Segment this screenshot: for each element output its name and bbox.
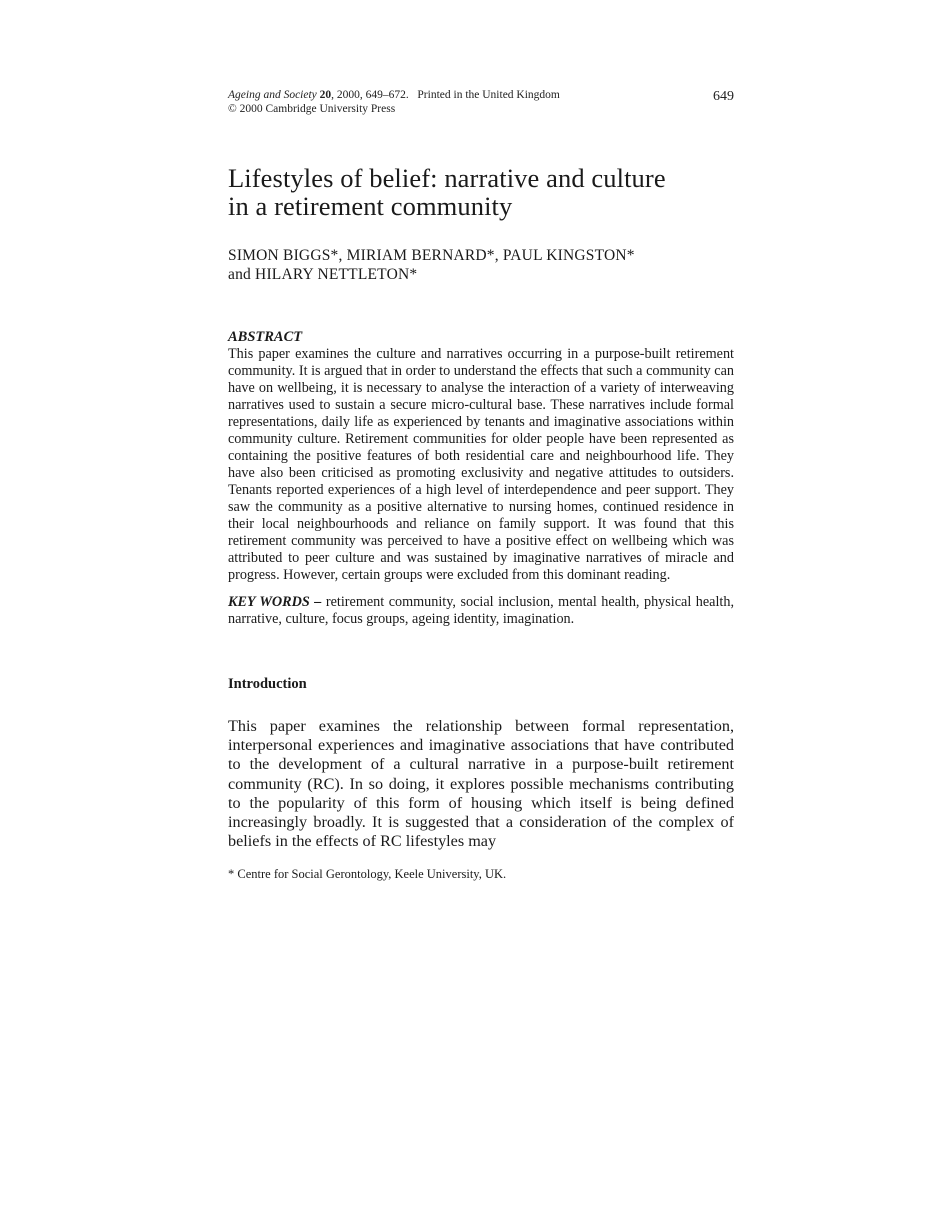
title-line-1: Lifestyles of belief: narrative and culture	[228, 163, 666, 193]
journal-name: Ageing and Society	[228, 89, 317, 101]
title-line-2: in a retirement community	[228, 191, 513, 221]
copyright-line: © 2000 Cambridge University Press	[228, 103, 396, 115]
abstract-heading: ABSTRACT	[228, 329, 303, 345]
journal-citation: , 2000, 649–672.	[331, 89, 409, 101]
introduction-heading: Introduction	[228, 676, 307, 692]
affiliation-footnote: * Centre for Social Gerontology, Keele University, UK.	[228, 867, 507, 882]
running-head	[228, 88, 734, 116]
author-list	[228, 246, 734, 284]
paper-page	[228, 88, 734, 882]
journal-volume: 20	[319, 89, 332, 101]
keywords	[228, 594, 734, 628]
abstract-text: This paper examines the culture and narratives occurring in a purpose-built retirement community. It is argued that in order to understand the effects that such a community can have on wellbeing, it is necessary to analyse the interaction of a variety of interweaving narratives used to sustain a secure micro-cultural base. These narratives include formal representations, daily life as experienced by tenants and imaginative associations within community culture. Retirement communities for older people have been represented as containing the positive features of both residential care and neighbourhood life. They have also been criticised as promoting exclusivity and negative attitudes to outsiders. Tenants reported experiences of a high level of interdependence and peer support. They saw the community as a positive alternative to nursing homes, continued residence in their local neighbourhoods and reliance on family support. It was found that this retirement community was perceived to have a positive effect on wellbeing which was attributed to peer culture and was sustained by imaginative narratives of miracle and progress. However, certain groups were excluded from this dominant reading.	[228, 346, 734, 583]
keywords-text: retirement community, social inclusion, mental health, physical health, narrative, culture, focus groups, ageing identity, imagination.	[228, 594, 734, 627]
citation-line	[228, 88, 734, 102]
page-number: 649	[713, 89, 734, 104]
article-title	[228, 164, 734, 220]
printed-location: Printed in the United Kingdom	[417, 89, 560, 101]
authors-line-1: SIMON BIGGS*, MIRIAM BERNARD*, PAUL KINGSTON*	[228, 247, 635, 264]
keywords-label: KEY WORDS –	[228, 594, 322, 610]
authors-line-2: and HILARY NETTLETON*	[228, 266, 418, 283]
introduction-text: This paper examines the relationship between formal representation, interpersonal experiences and imaginative associations that have contributed to the development of a cultural narrative in a purpose-built retirement community (RC). In so doing, it explores possible mechanisms contributing to the popularity of this form of housing which itself is being defined increasingly broadly. It is suggested that a consideration of the complex of beliefs in the effects of RC lifestyles may	[228, 717, 734, 851]
